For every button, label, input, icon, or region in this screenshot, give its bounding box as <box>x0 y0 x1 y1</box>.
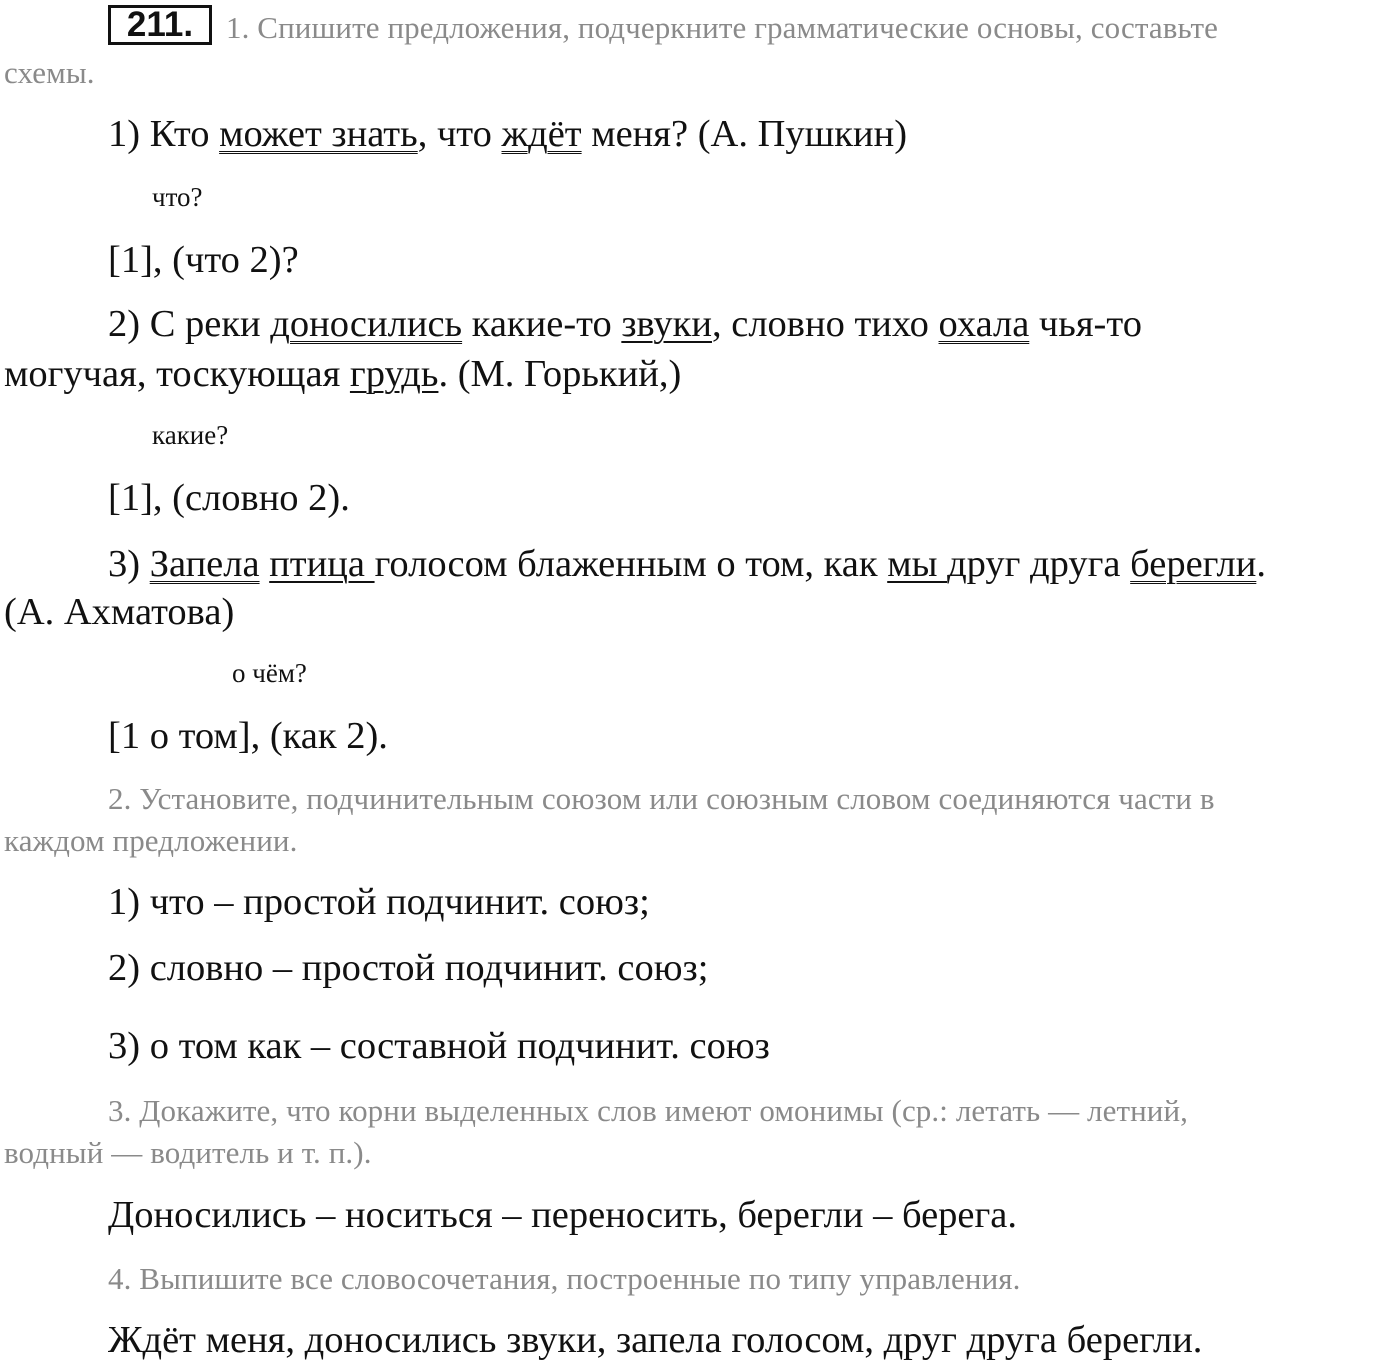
text-segment: меня? (А. Пушкин) <box>581 113 908 155</box>
exercise-number: 211. <box>108 5 212 45</box>
sentence-2-line-1 <box>108 302 1142 346</box>
subject: грудь <box>349 353 439 395</box>
sentence-3-line-1 <box>108 542 1266 586</box>
task-1-line-2: схемы. <box>4 55 95 90</box>
text-segment: . (М. Горький,) <box>438 353 682 395</box>
text-segment: чья-то <box>1029 303 1142 345</box>
text-segment: друг друга <box>947 543 1131 585</box>
text-segment: , что <box>417 113 502 155</box>
text-segment: какие-то <box>462 303 622 345</box>
predicate: охала <box>938 303 1030 345</box>
predicate: ждёт <box>501 113 582 155</box>
task-1-line-1: 1. Спишите предложения, подчеркните грамматические основы, составьте <box>226 10 1219 45</box>
scheme: [1], (что 2)? <box>108 239 299 281</box>
predicate: может знать <box>219 113 418 155</box>
answer-3: Доносились – носиться – переносить, берегли – берега. <box>108 1194 1017 1236</box>
subject: звуки <box>621 303 712 345</box>
answer-4: Ждёт меня, доносились звуки, запела голосом, друг друга берегли. <box>108 1319 1203 1361</box>
task-4-line-1: 4. Выпишите все словосочетания, построенные по типу управления. <box>108 1261 1021 1296</box>
task-3-line-1: 3. Докажите, что корни выделенных слов имеют омонимы (ср.: летать — летний, <box>108 1093 1189 1128</box>
text-segment <box>260 543 270 585</box>
answer-2-1: 1) что – простой подчинит. союз; <box>108 881 650 923</box>
sentence-1-number: 1) Кто <box>108 113 220 155</box>
scheme-question: что? <box>152 182 203 212</box>
task-2-line-2: каждом предложении. <box>4 823 298 858</box>
answer-2-3: 3) о том как – составной подчинит. союз <box>108 1025 770 1067</box>
scheme-question: какие? <box>152 420 229 450</box>
scheme: [1], (словно 2). <box>108 477 350 519</box>
subject: птица <box>269 543 375 585</box>
task-2-line-1: 2. Установите, подчинительным союзом или союзным словом соединяются части в <box>108 781 1215 816</box>
sentence-1 <box>108 112 907 156</box>
predicate: берегли <box>1130 543 1257 585</box>
predicate: Запела <box>149 543 260 585</box>
sentence-2-line-2 <box>4 352 681 396</box>
text-segment: 2) С реки <box>108 303 271 345</box>
scheme-question: о чём? <box>232 658 307 688</box>
sentence-3-line-2: (А. Ахматова) <box>4 591 235 633</box>
answer-2-2: 2) словно – простой подчинит. союз; <box>108 947 709 989</box>
text-segment: . <box>1256 543 1266 585</box>
text-segment: 3) <box>108 543 150 585</box>
predicate: доносились <box>270 303 463 345</box>
text-segment: могучая, тоскующая <box>4 353 350 395</box>
text-segment: голосом блаженным о том, как <box>374 543 888 585</box>
task-3-line-2: водный — водитель и т. п.). <box>4 1135 372 1170</box>
scheme: [1 о том], (как 2). <box>108 715 388 757</box>
text-segment: , словно тихо <box>711 303 939 345</box>
subject: мы <box>887 543 948 585</box>
